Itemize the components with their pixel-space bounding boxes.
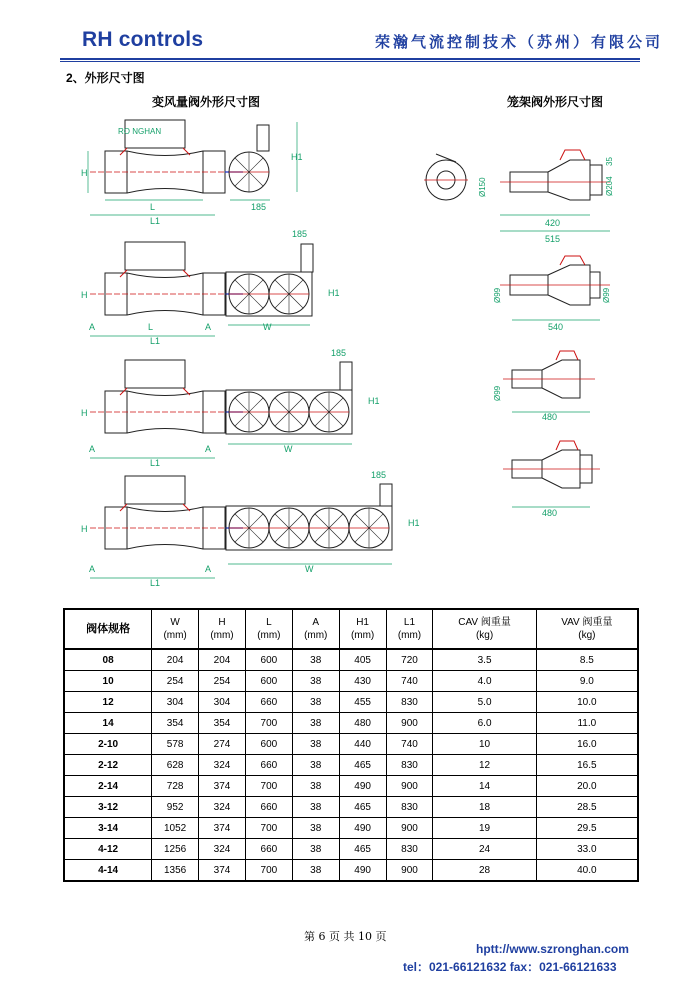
label-H1-3: H1 [368,396,380,406]
label-phi99-c: Ø99 [493,385,502,401]
table-cell: 4-12 [64,839,152,860]
table-cell: 204 [152,649,199,671]
table-cell: 660 [245,839,292,860]
table-cell: 490 [339,776,386,797]
table-cell: 14 [433,776,536,797]
label-515: 515 [545,234,561,244]
table-cell: 900 [386,818,433,839]
label-A-4b: A [205,564,212,574]
table-cell: 455 [339,692,386,713]
column-header [199,609,246,649]
table-row [64,755,638,776]
table-cell: 10 [64,671,152,692]
column-header-name: H [218,617,226,628]
column-header-name: L [266,617,272,628]
label-W-4: W [305,564,314,574]
table-cell: 728 [152,776,199,797]
table-cell: 1356 [152,860,199,882]
table-cell: 6.0 [433,713,536,734]
table-cell: 12 [433,755,536,776]
table-cell: 324 [199,797,246,818]
column-header [152,609,199,649]
table-cell: 18 [433,797,536,818]
table-cell: 700 [245,818,292,839]
column-header-unit: (mm) [257,630,281,641]
vav-side-view-4 [90,476,243,549]
table-cell: 465 [339,797,386,818]
column-header-name: H1 [356,617,369,628]
table-cell: 354 [199,713,246,734]
table-cell: 2-14 [64,776,152,797]
table-cell: 274 [199,734,246,755]
label-L1-2: L1 [150,336,161,346]
table-row [64,860,638,882]
table-cell: 12 [64,692,152,713]
column-header [292,609,339,649]
table-cell: 830 [386,692,433,713]
table-row [64,671,638,692]
column-header-name: W [170,617,180,628]
label-H-4: H [81,524,88,534]
table-cell: 405 [339,649,386,671]
table-cell: 10.0 [536,692,638,713]
table-cell: 374 [199,776,246,797]
table-row [64,839,638,860]
vav-end-view-1 [229,125,269,192]
table-cell: 16.5 [536,755,638,776]
cage-valve-end-view [424,154,468,200]
label-A-4: A [89,564,96,574]
table-cell: 700 [245,860,292,882]
company-name: 荣瀚气流控制技术（苏州）有限公司 [375,33,664,51]
table-cell: 38 [292,692,339,713]
table-row [64,776,638,797]
table-cell: 700 [245,713,292,734]
table-cell: 900 [386,860,433,882]
table-cell: 33.0 [536,839,638,860]
table-cell: 08 [64,649,152,671]
label-L1-4: L1 [150,578,161,588]
table-cell: 720 [386,649,433,671]
label-185-4: 185 [371,470,387,480]
column-header-name: A [312,617,320,628]
column-header-name: 阀体规格 [86,622,131,635]
label-W-3: W [284,444,293,454]
table-cell: 2-12 [64,755,152,776]
table-cell: 830 [386,839,433,860]
table-cell: 10 [433,734,536,755]
vav-side-view-1 [90,120,243,193]
table-cell: 40.0 [536,860,638,882]
table-cell: 304 [152,692,199,713]
label-A-2b: A [205,322,212,332]
table-row [64,818,638,839]
table-cell: 900 [386,776,433,797]
contact-info: tel：021-66121632 fax：021-66121633 [403,960,617,974]
table-cell: 490 [339,818,386,839]
table-cell: 19 [433,818,536,839]
table-cell: 465 [339,839,386,860]
table-cell: 9.0 [536,671,638,692]
table-cell: 700 [245,776,292,797]
column-header-unit: (kg) [578,630,596,641]
table-cell: 304 [199,692,246,713]
website-url: hptt://www.szronghan.com [476,942,629,956]
table-cell: 38 [292,671,339,692]
table-cell: 660 [245,797,292,818]
label-480a: 480 [542,412,558,422]
label-H1-2: H1 [328,288,340,298]
brand-logo: RH controls [82,28,204,51]
label-phi150: Ø150 [478,177,487,197]
label-L1: L1 [150,216,161,226]
table-cell: 3-12 [64,797,152,818]
label-H-3: H [81,408,88,418]
table-cell: 600 [245,671,292,692]
table-cell: 740 [386,734,433,755]
column-header [433,609,536,649]
label-H-2: H [81,290,88,300]
label-420: 420 [545,218,561,228]
table-cell: 38 [292,797,339,818]
label-L1-3: L1 [150,458,161,468]
table-cell: 254 [152,671,199,692]
table-cell: 830 [386,797,433,818]
cage-valve-side-4 [503,441,600,488]
table-cell: 254 [199,671,246,692]
table-cell: 830 [386,755,433,776]
vav-side-view-3 [90,360,243,433]
vav-end-view-4 [226,484,392,550]
table-cell: 660 [245,692,292,713]
table-cell: 38 [292,713,339,734]
table-row [64,797,638,818]
table-cell: 440 [339,734,386,755]
label-35: 35 [605,157,614,166]
table-cell: 204 [199,649,246,671]
label-185: 185 [251,202,267,212]
vav-side-view-2 [90,242,243,315]
table-cell: 430 [339,671,386,692]
column-header [64,609,152,649]
table-row [64,649,638,671]
table-cell: 952 [152,797,199,818]
dimension-table [63,608,639,882]
table-cell: 465 [339,755,386,776]
table-row [64,692,638,713]
table-cell: 28.5 [536,797,638,818]
section-title: 2、外形尺寸图 [66,71,145,85]
label-L: L [150,202,156,212]
table-cell: 4.0 [433,671,536,692]
column-header [536,609,638,649]
label-A-3b: A [205,444,212,454]
table-cell: 354 [152,713,199,734]
cage-valve-side-2 [500,256,610,305]
table-cell: 24 [433,839,536,860]
table-cell: 38 [292,734,339,755]
column-header-unit: (mm) [163,630,187,641]
table-cell: 578 [152,734,199,755]
column-header [245,609,292,649]
label-H1-4: H1 [408,518,420,528]
label-185-2: 185 [292,229,308,239]
table-cell: 900 [386,713,433,734]
table-cell: 38 [292,818,339,839]
column-header-unit: (mm) [397,630,422,641]
label-185-3: 185 [331,348,347,358]
table-cell: 324 [199,839,246,860]
table-cell: 628 [152,755,199,776]
table-row [64,734,638,755]
label-phi99-a: Ø99 [493,287,502,303]
label-540: 540 [548,322,564,332]
table-cell: 5.0 [433,692,536,713]
table-cell: 490 [339,860,386,882]
caption-vav-valve: 变风量阀外形尺寸图 [152,95,261,109]
column-header-unit: (mm) [210,630,234,641]
table-cell: 3-14 [64,818,152,839]
label-A-2: A [89,322,96,332]
table-cell: 3.5 [433,649,536,671]
table-cell: 38 [292,649,339,671]
table-cell: 480 [339,713,386,734]
cage-valve-side-3 [503,351,595,398]
table-cell: 14 [64,713,152,734]
table-cell: 4-14 [64,860,152,882]
table-cell: 28 [433,860,536,882]
table-cell: 16.0 [536,734,638,755]
cage-valve-side-1 [500,150,610,200]
table-cell: 660 [245,755,292,776]
label-W-2: W [263,322,272,332]
table-row [64,713,638,734]
table-cell: 374 [199,818,246,839]
label-H: H [81,168,88,178]
table-cell: 38 [292,860,339,882]
caption-cage-valve: 笼架阀外形尺寸图 [507,95,604,109]
table-cell: 2-10 [64,734,152,755]
label-L-2: L [148,322,154,332]
nameplate-label: RO NGHAN [118,127,162,136]
table-cell: 324 [199,755,246,776]
table-cell: 600 [245,734,292,755]
column-header-name: VAV 阀重量 [561,617,613,628]
table-cell: 11.0 [536,713,638,734]
table-cell: 38 [292,776,339,797]
table-cell: 29.5 [536,818,638,839]
column-header-unit: (kg) [475,630,494,641]
table-cell: 1052 [152,818,199,839]
vav-end-view-2 [226,244,313,316]
column-header-name: L1 [403,617,416,628]
table-cell: 38 [292,755,339,776]
table-body [64,649,638,881]
column-header-name: CAV 阀重量 [458,617,511,628]
column-header-unit: (mm) [304,630,328,641]
table-cell: 740 [386,671,433,692]
table-cell: 8.5 [536,649,638,671]
table-cell: 374 [199,860,246,882]
label-480b: 480 [542,508,558,518]
table-cell: 20.0 [536,776,638,797]
page-number: 第 6 页 共 10 页 [304,930,387,943]
table-cell: 38 [292,839,339,860]
table-header-row [64,609,638,649]
column-header-unit: (mm) [350,630,375,641]
label-phi99-b: Ø99 [602,287,611,303]
label-A-3: A [89,444,96,454]
label-phi204: Ø204 [605,176,614,196]
label-H1: H1 [291,152,303,162]
table-cell: 1256 [152,839,199,860]
column-header [386,609,433,649]
vav-end-view-3 [226,362,352,434]
column-header [339,609,386,649]
table-cell: 600 [245,649,292,671]
